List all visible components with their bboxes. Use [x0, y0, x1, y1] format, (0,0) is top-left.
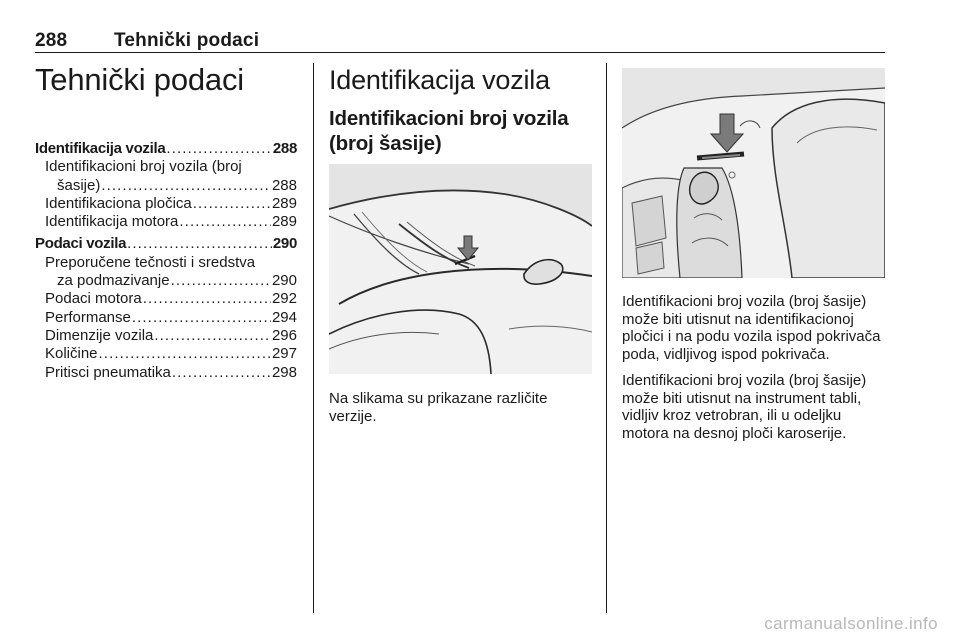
- header-rule: [35, 52, 885, 53]
- right-column-text: [622, 293, 887, 442]
- paragraph-floor-vin: Identifikacioni broj vozila (broj šasije) može biti utisnut na identifikacionoj pločici i na podu vozila ispod pokrivača poda, vidljivog ispod pokrivača.: [622, 293, 881, 363]
- toc-label: Pritisci pneumatika: [45, 363, 171, 381]
- toc-item-pritisci-pneumatika[interactable]: [35, 364, 297, 382]
- toc-item-identifikacija-motora[interactable]: [35, 213, 297, 231]
- toc-page: 289: [271, 194, 297, 212]
- toc-label: šasije): [57, 176, 101, 194]
- toc-label: Dimenzije vozila: [45, 326, 154, 344]
- toc-label: Podaci motora: [45, 290, 142, 308]
- toc-label: Identifikacija motora: [45, 213, 179, 231]
- toc-item-podaci-motora[interactable]: [35, 290, 297, 308]
- toc-item-performanse[interactable]: [35, 309, 297, 327]
- toc-page: 288: [272, 140, 297, 157]
- toc-item-dimenzije-vozila[interactable]: [35, 327, 297, 345]
- column-divider-left: [313, 63, 314, 613]
- toc-page: 294: [271, 308, 297, 326]
- figure-floor-vin: [622, 68, 885, 278]
- toc-label: za podmazivanje: [57, 272, 170, 290]
- toc-label: Identifikacija vozila: [35, 140, 166, 157]
- paragraph-dashboard-vin: Identifikacioni broj vozila (broj šasije) može biti utisnut na instrument tabli, vidljiv kroz vetrobran, ili u odeljku motora na desnoj ploči karoserije.: [622, 372, 867, 442]
- toc-page: 298: [271, 363, 297, 381]
- toc-item-tecnosti-line1[interactable]: Preporučene tečnosti i sredstva: [45, 253, 256, 271]
- toc-page: 292: [271, 290, 297, 308]
- toc-label: Podaci vozila: [35, 235, 127, 253]
- figure-caption: Na slikama su prikazane različite verzije.: [329, 390, 548, 425]
- toc-column: [35, 60, 297, 382]
- running-header-title: Tehnički podaci: [114, 30, 260, 51]
- toc-section-podaci-vozila[interactable]: [35, 235, 297, 253]
- toc-item-kolicine[interactable]: [35, 345, 297, 363]
- toc-item-identifikaciona-plocica[interactable]: [35, 195, 297, 213]
- toc-label: Identifikaciona pločica: [45, 194, 192, 212]
- figure-windshield-vin: [329, 164, 592, 374]
- toc-item-vin-line1[interactable]: Identifikacioni broj vozila (broj: [45, 158, 242, 176]
- toc-item-vin[interactable]: [35, 177, 297, 195]
- section-column: [329, 64, 592, 156]
- toc-page: 297: [271, 345, 297, 363]
- page-title: Tehnički podaci: [35, 62, 244, 97]
- toc-page: 288: [271, 176, 297, 194]
- section-heading: Identifikacija vozila: [329, 65, 550, 95]
- column-divider-right: [606, 63, 607, 613]
- page-number: 288: [35, 30, 68, 51]
- table-of-contents: [35, 140, 297, 382]
- section-subheading: Identifikacioni broj vozila (broj šasije): [329, 107, 569, 155]
- toc-page: 289: [271, 213, 297, 231]
- toc-label: Količine: [45, 345, 98, 363]
- toc-item-tecnosti[interactable]: [35, 272, 297, 290]
- toc-section-identifikacija-vozila[interactable]: [35, 140, 297, 158]
- toc-page: 290: [272, 235, 297, 253]
- toc-label: Performanse: [45, 308, 131, 326]
- watermark: carmanualsonline.info: [764, 614, 938, 633]
- toc-page: 296: [271, 326, 297, 344]
- toc-page: 290: [271, 272, 297, 290]
